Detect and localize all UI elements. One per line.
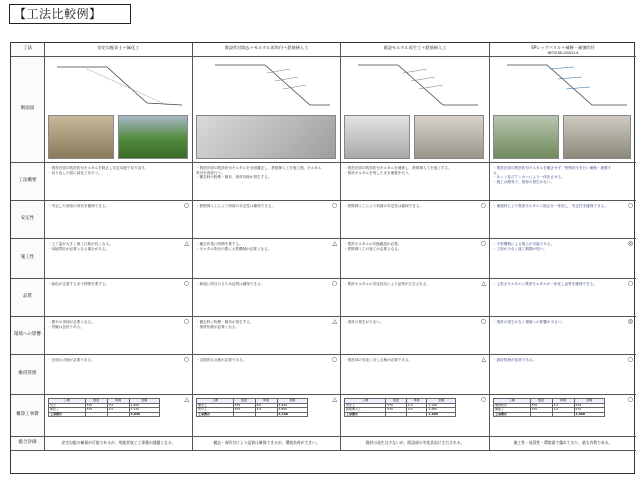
cost-table-cell: 4.0 [406,408,427,413]
method-header-3: 既設モルタル再生工＋鉄筋挿入工 [341,43,490,57]
cost-table-cell: 7.0 [107,403,129,408]
rating-mark: ○ [627,396,633,403]
cost-cell [193,395,341,437]
cost-table-cell: 570 [386,408,407,413]
rating-mark: ○ [627,202,633,209]
rating-mark: △ [332,396,337,403]
method-header-1: 安定勾配切土＋緑化工 [45,43,193,57]
cost-table-cell: 570 [233,408,255,413]
cost-table-cell: 再生工 [345,403,386,408]
overall-cell: 撤去・再吹付により品質は確保できるが、環境負荷が大きい。 [193,437,341,451]
cost-table-cell: 3,040 [129,412,159,417]
overview-cell: ・既設法面の既設吹付モルタルを除去し安定勾配で切り直す。 ・切り直した面に緑化工を行う。 [45,163,193,201]
site-photo-2 [414,115,484,159]
overall-cell: 施工性・経済性・環境面で優れており、最も有利である。 [490,437,636,451]
cost-table-cell: 金額 [574,399,604,404]
cost-table [196,398,308,417]
cost-table-cell: 570 [85,408,107,413]
overview-cell: ・既設法面の既設吹付モルタルを補修し、鉄筋挿入工を施工する。 ・既設モルタルを残したまま補強を行う。 [341,163,490,201]
cost-table-cell: 吹付工 [197,408,234,413]
cost-table-cell [386,412,407,417]
quality-cell: ・既設モルタルの劣化状況により品質が左右される。 △ [341,279,490,317]
row-label-section: 断面図 [11,57,45,163]
maintenance-cell: ・既設部の劣化に対し点検が必要である。 △ [341,355,490,395]
cost-table-cell: 1.0 [552,408,574,413]
quality-cell: ・緑化が定着するまで時間を要する。 ○ [45,279,193,317]
rating-mark: ◎ [627,318,633,325]
workability-cell: ・土工量が大きく施工日数が長くなる。 ・用地買収が必要となる場合がある。 △ [45,239,193,279]
site-photo-1 [344,115,410,159]
cost-table-cell: 5.0 [255,408,277,413]
cost-table-cell: 1,990 [427,412,456,417]
section-figure-4 [490,57,636,163]
rating-mark: ○ [627,280,633,287]
row-label-overview: 工法概要 [11,163,45,201]
rating-mark: ○ [183,202,189,209]
cost-table-cell: 補修吹付 [494,403,531,408]
cost-table [344,398,456,417]
cost-table-cell: 570 [530,403,552,408]
cost-table-cell: 数量 [85,399,107,404]
cost-table-cell: 570 [85,403,107,408]
workability-cell: ・既設モルタルの状態確認が必要。 ・鉄筋挿入工の施工が必要となる。 ○ [341,239,490,279]
workability-cell: ・小型機械による施工が可能である。 ・工程が少なく施工期間が短い。 ◎ [490,239,636,279]
cost-table-cell: 工種 [197,399,234,404]
overview-cell: ・既設法面の既設吹付モルタルを撤去せず、特殊吹付を行い補修・補強する。 ・ネット及びアンカーにより一体化させる。 ・施工は簡易で、廃材の発生がない。 [490,163,636,201]
cost-table-cell: 撤去工 [197,403,234,408]
site-photo-1 [493,115,559,159]
cost-table-cell: 工事費計 [49,412,86,417]
cost-table-cell: 金額 [427,399,456,404]
overall-cell: 安定勾配の確保が可能であるが、用地買収と工事費が課題となる。 [45,437,193,451]
cost-cell [45,395,193,437]
slope-section-drawing [492,59,632,111]
cost-table-cell [552,412,574,417]
rating-mark: ○ [331,280,337,287]
cost-table-cell [530,412,552,417]
method-header-2: 既設吹付除去＋モルタル再吹付＋鉄筋挿入工 [193,43,341,57]
environment-cell: ・撤去時に粉塵・騒音が発生する。 ・廃材処理が必要となる。 △ [193,317,341,355]
rating-mark: ◎ [627,240,633,247]
cost-table-cell [107,412,129,417]
rating-mark: ○ [480,240,486,247]
section-figure-3 [341,57,490,163]
cost-table-cell: 2.0 [107,408,129,413]
method-header-4: SPレッグパリル＋補修・補強吹付 NETIS:KK-120052-A [490,43,636,57]
stability-cell: ・安定した斜面の形状を確保できる。 ○ [45,201,193,239]
cost-table-cell: 工種 [49,399,86,404]
slope-section-drawing [195,59,335,111]
cost-table-cell: 6.0 [255,403,277,408]
rating-mark: △ [184,396,189,403]
rating-mark: ○ [480,318,486,325]
cost-table-cell: 工事費計 [345,412,386,417]
cost-table-cell: 2.0 [406,403,427,408]
rating-mark: △ [332,240,337,247]
quality-cell: ・新規に吹付けるため品質は確保できる。 ○ [193,279,341,317]
row-label-maintenance: 維持管理 [11,355,45,395]
cost-table-cell: 2,280 [427,408,456,413]
environment-cell: ・廃材の発生が少ない。 ○ [341,317,490,355]
cost-table-row [197,412,308,417]
cost-table-cell: 工事費計 [197,412,234,417]
site-photo-2 [563,115,631,159]
rating-mark: ○ [183,280,189,287]
cost-table-cell: 数量 [233,399,255,404]
cost-table-cell: 数量 [530,399,552,404]
cost-table-cell: 570 [530,408,552,413]
cost-table-cell: 単価 [107,399,129,404]
maintenance-cell: ・維持管理が容易である。 ○ [490,355,636,395]
cost-table-cell: 570 [574,408,604,413]
rating-mark: △ [481,280,486,287]
header-label: 工法 [11,43,45,57]
cost-table-cell: 金額 [277,399,307,404]
site-photo-1 [48,115,114,159]
rating-mark: △ [481,356,486,363]
cost-table-cell: 工種 [494,399,531,404]
cost-table-cell: 1.0 [552,403,574,408]
cost-table-cell: 2,850 [277,408,307,413]
cost-table-cell: 1,990 [574,412,604,417]
row-label-cost: 概算工事費 [11,395,45,437]
cost-table-cell: 数量 [386,399,407,404]
comparison-table [10,42,635,474]
rating-mark: ○ [480,396,486,403]
cost-table-row [345,412,456,417]
cost-table [48,398,160,417]
rating-mark: ○ [183,318,189,325]
site-photo-1 [196,115,336,159]
cost-table-cell: 補強工 [494,408,531,413]
cost-table-row [49,412,160,417]
stability-cell: ・鉄筋挿入工により斜面の安定性は確保できる。 ○ [341,201,490,239]
environment-cell: ・廃材の発生がなく環境への影響が小さい。 ◎ [490,317,636,355]
overview-cell: ・既設法面の既設吹付モルタルを全面撤去し、鉄筋挿入工を施工後、モルタル吹付を再度行う。 ・撤去時の粉塵・騒音、廃材処理が発生する。 [193,163,341,201]
cost-table-cell: 単価 [406,399,427,404]
cost-table-cell: 単価 [255,399,277,404]
cost-table-cell [406,412,427,417]
section-figure-2 [193,57,341,163]
cost-table-cell: 工事費計 [494,412,531,417]
maintenance-cell: ・法面の点検が必要である。 ○ [45,355,193,395]
cost-table-cell: 570 [233,403,255,408]
cost-table-cell: 3,420 [277,403,307,408]
stability-cell: ・鉄筋挿入工により斜面の安定性は確保できる。 ○ [193,201,341,239]
section-figure-1 [45,57,193,163]
cost-table-cell: 570 [574,403,604,408]
page-title: 【工法比較例】 [9,4,131,24]
environment-cell: ・樹木の伐採が必要となる。 ・景観は良好である。 ○ [45,317,193,355]
site-photo-2 [118,115,188,159]
cost-table-cell: 鉄筋挿入工 [345,408,386,413]
cost-table-cell: 1,140 [427,403,456,408]
cost-table-cell [255,412,277,417]
row-label-stability: 安定性 [11,201,45,239]
cost-table-cell: 1,140 [129,408,159,413]
overall-cell: 廃材の発生は少ないが、既設部の劣化状況に左右される。 [341,437,490,451]
stability-cell: ・補強材により既設モルタルと地山を一体化し、安定性を確保できる。 ○ [490,201,636,239]
maintenance-cell: ・定期的な点検が必要である。 ○ [193,355,341,395]
workability-cell: ・撤去作業に時間を要する。 ・モルタル吹付の際に大型機械が必要となる。 △ [193,239,341,279]
cost-table-cell [85,412,107,417]
cost-table-cell: 1,900 [129,403,159,408]
row-label-quality: 品質 [11,279,45,317]
quality-cell: ・上吹きモルタルと既設モルタルが一体化し品質を確保できる。 ○ [490,279,636,317]
rating-mark: ○ [627,356,633,363]
cost-table-cell: 単価 [552,399,574,404]
rating-mark: △ [332,318,337,325]
row-label-workability: 施工性 [11,239,45,279]
cost-table-row [494,412,605,417]
cost-table-cell: 緑化工 [49,408,86,413]
slope-section-drawing [47,59,187,111]
row-label-overall: 総合評価 [11,437,45,451]
cost-cell [490,395,636,437]
cost-table [493,398,605,417]
cost-table-cell: 工種 [345,399,386,404]
rating-mark: △ [184,240,189,247]
cost-table-cell: 金額 [129,399,159,404]
rating-mark: ○ [331,356,337,363]
cost-table-cell [233,412,255,417]
rating-mark: ○ [331,202,337,209]
row-label-environment: 環境への影響 [11,317,45,355]
rating-mark: ○ [480,202,486,209]
cost-table-cell: 3,190 [277,412,307,417]
cost-cell [341,395,490,437]
rating-mark: ○ [183,356,189,363]
cost-table-cell: 570 [386,403,407,408]
slope-section-drawing [343,59,483,111]
cost-table-cell: 切土 [49,403,86,408]
